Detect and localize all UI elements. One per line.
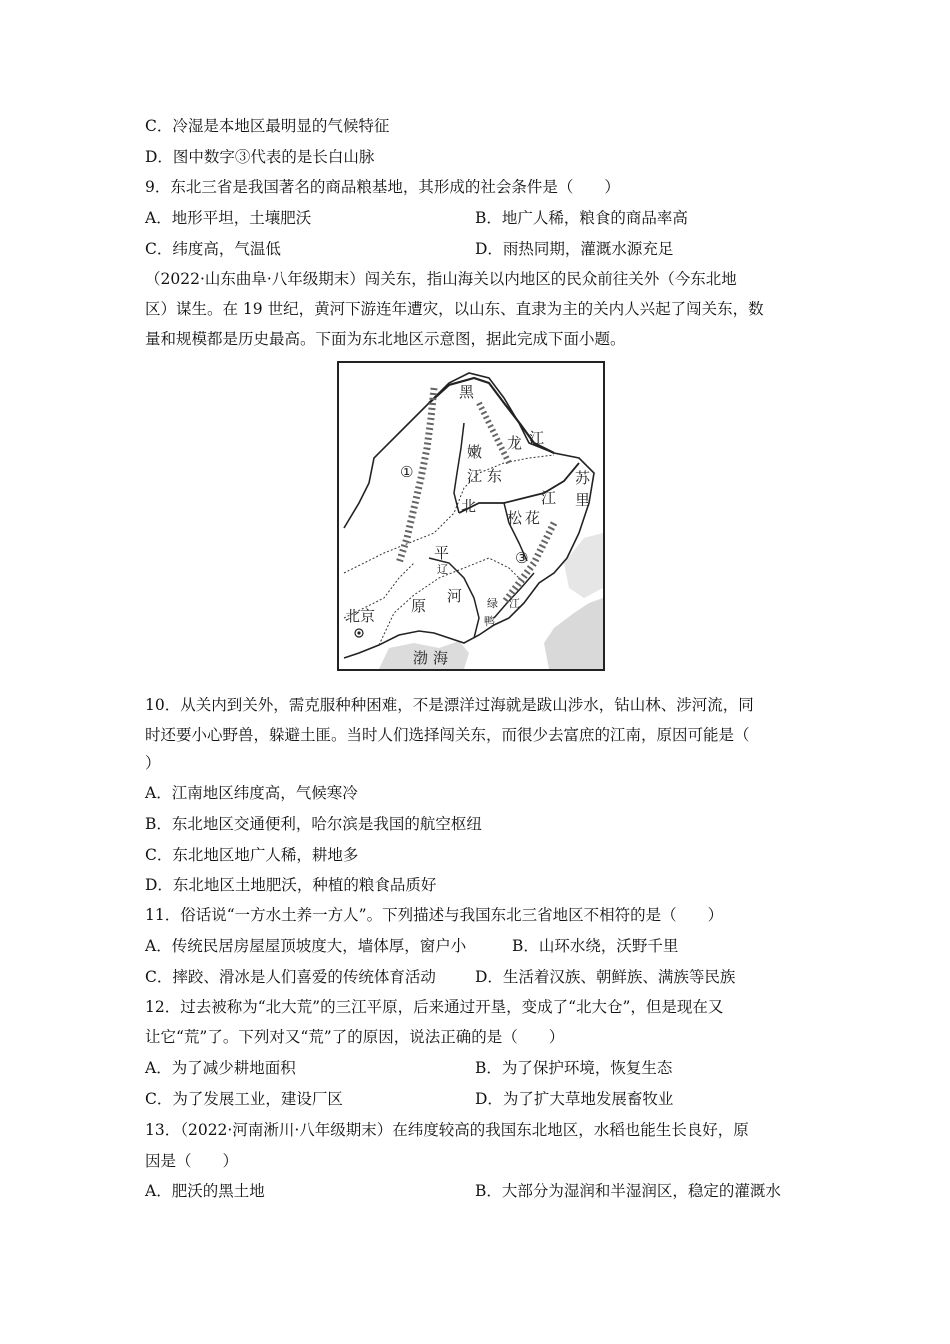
label-li: 里 (575, 491, 591, 509)
label-long: 龙 (507, 434, 523, 452)
q12-option-c: C．为了发展工业，建设厂区 (145, 1090, 343, 1108)
region-border (344, 373, 594, 658)
label-hai: 海 (433, 649, 449, 667)
label-liao: 辽 (437, 563, 448, 576)
q11-option-a: A．传统民居房屋屋顶坡度大，墙体厚，窗户小 (145, 937, 467, 955)
q9-option-b: B．地广人稀，粮食的商品率高 (475, 209, 688, 227)
q11-option-c: C．摔跤、滑冰是人们喜爱的传统体育活动 (145, 968, 436, 986)
q8-option-d: D．图中数字③代表的是长白山脉 (145, 148, 375, 166)
label-number-1: ① (400, 463, 414, 481)
q12-option-b: B．为了保护环境，恢复生态 (475, 1059, 673, 1077)
q10-option-a: A．江南地区纬度高，气候寒冷 (145, 784, 358, 802)
q8-option-c: C．冷湿是本地区最明显的气候特征 (145, 117, 390, 135)
q13-stem-2: 因是（ ） (145, 1152, 239, 1170)
east-land (564, 533, 603, 598)
q12-option-d: D．为了扩大草地发展畜牧业 (475, 1090, 674, 1108)
q10-stem-2: 时还要小心野兽，躲避土匪。当时人们选择闯关东，而很少去富庶的江南，原因可能是（ (145, 726, 750, 744)
label-number-3: ③ (515, 549, 529, 567)
passage-line-2: 区）谋生。在 19 世纪，黄河下游连年遭灾，以山东、直隶为主的关内人兴起了闯关东，数 (145, 300, 764, 318)
label-lv: 绿 (487, 597, 498, 610)
q10-option-c: C．东北地区地广人稀，耕地多 (145, 846, 359, 864)
label-beijing: 北京 (345, 607, 376, 625)
xiao-hinggan-mountains (479, 403, 509, 463)
q12-option-a: A．为了减少耕地面积 (145, 1059, 296, 1077)
q12-stem-2: 让它“荒”了。下列对又“荒”了的原因，说法正确的是（ ） (145, 1028, 565, 1046)
label-he: 河 (447, 587, 463, 605)
q13-option-b: B．大部分为湿润和半湿润区，稳定的灌溉水 (475, 1182, 781, 1200)
changbai-mountains (504, 523, 554, 603)
q10-option-d: D．东北地区土地肥沃，种植的粮食品质好 (145, 876, 437, 894)
beijing-marker-dot (357, 631, 360, 634)
passage-line-1: （2022·山东曲阜·八年级期末）闯关东，指山海关以内地区的民众前往关外（今东北地 (145, 270, 737, 288)
q11-stem: 11．俗话说“一方水土养一方人”。下列描述与我国东北三省地区不相符的是（ ） (145, 906, 724, 924)
yalu-river (494, 573, 534, 618)
q10-stem-1: 10．从关内到关外，需克服种种困难，不是漂洋过海就是跋山涉水，钻山林、涉河流，同 (145, 696, 754, 714)
map-drawing (339, 363, 603, 669)
q10-option-b: B．东北地区交通便利，哈尔滨是我国的航空枢纽 (145, 815, 482, 833)
q9-option-d: D．雨热同期，灌溉水源充足 (475, 240, 674, 258)
label-hei: 黑 (459, 383, 475, 401)
q12-stem-1: 12．过去被称为“北大荒”的三江平原，后来通过开垦，变成了“北大仓”，但是现在又 (145, 998, 724, 1016)
label-ya: 鸭 (484, 615, 495, 628)
label-hua: 花 (525, 509, 541, 527)
label-song: 松 (507, 509, 523, 527)
q13-stem-1: 13．（2022·河南淅川·八年级期末）在纬度较高的我国东北地区，水稻也能生长良好，原 (145, 1121, 749, 1139)
label-dong: 东 (487, 467, 503, 485)
northeast-china-map (337, 361, 605, 671)
passage-line-3: 量和规模都是历史最高。下面为东北地区示意图，据此完成下面小题。 (145, 330, 626, 348)
label-jiang-songhua: 江 (541, 489, 557, 507)
q9-stem: 9．东北三省是我国著名的商品粮基地，其形成的社会条件是（ ） (145, 178, 620, 196)
label-jiang-nen: 江 (467, 467, 483, 485)
label-bo: 渤 (413, 649, 429, 667)
label-bei: 北 (461, 497, 477, 515)
label-ping: 平 (434, 544, 450, 562)
label-yalu-jiang: 江 (509, 597, 520, 610)
q9-option-c: C．纬度高，气温低 (145, 240, 281, 258)
label-jiang-heilong: 江 (529, 429, 545, 447)
label-yuan: 原 (411, 597, 427, 615)
q9-option-a: A．地形平坦，土壤肥沃 (145, 209, 312, 227)
label-nen: 嫩 (467, 443, 483, 461)
q10-stem-3: ） (145, 754, 161, 772)
sea-area (544, 598, 603, 669)
label-su: 苏 (575, 469, 591, 487)
q13-option-a: A．肥沃的黑土地 (145, 1182, 265, 1200)
q11-option-b: B．山环水绕，沃野千里 (512, 937, 679, 955)
q11-option-d: D．生活着汉族、朝鲜族、满族等民族 (475, 968, 736, 986)
